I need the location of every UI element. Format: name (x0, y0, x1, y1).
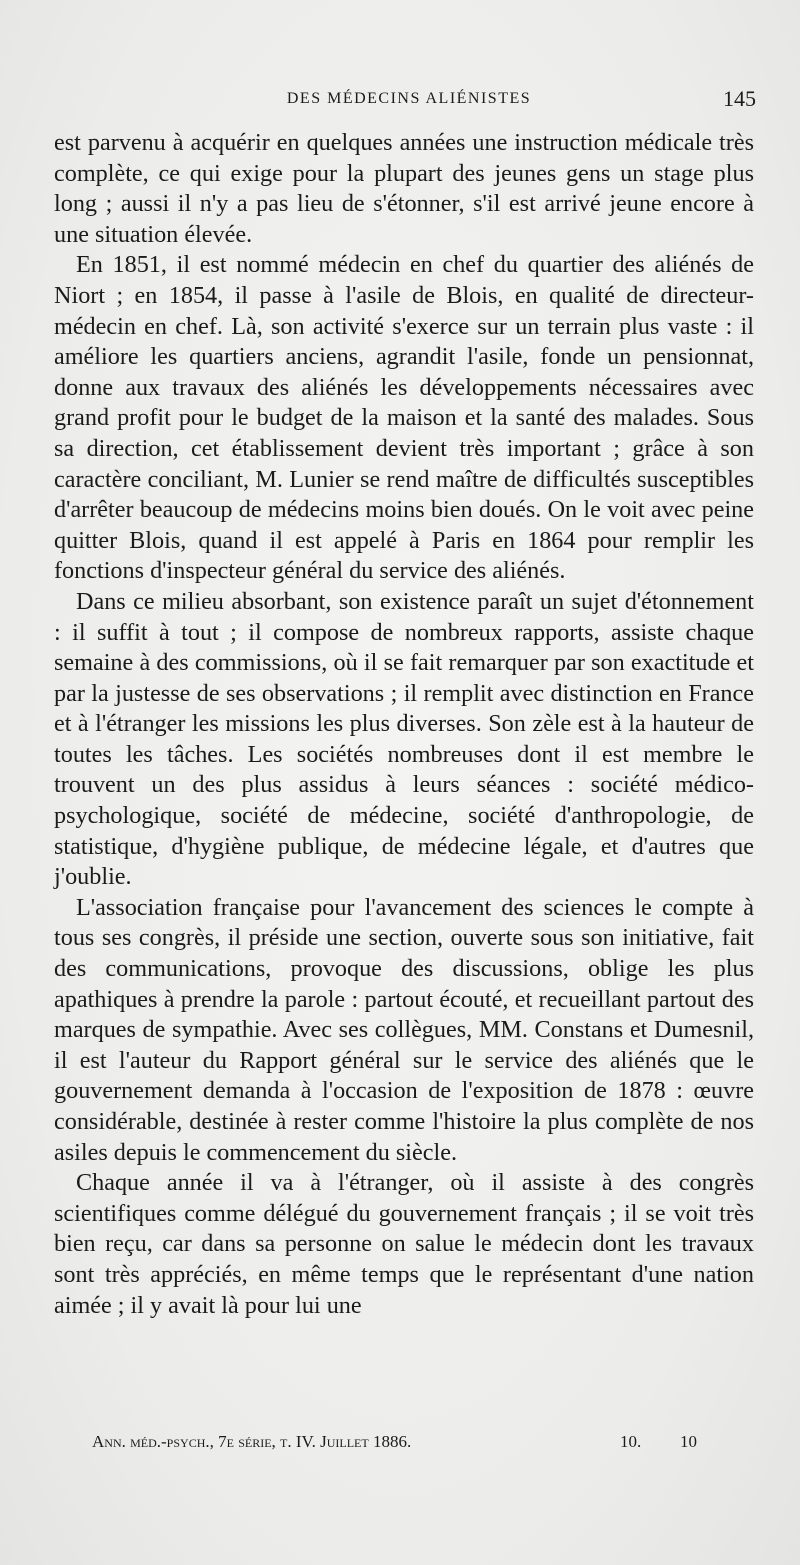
signature-mark-right: 10 (680, 1432, 697, 1451)
page-footer (92, 1432, 732, 1452)
page-number: 145 (723, 86, 756, 111)
running-title: DES MÉDECINS ALIÉNISTES (286, 90, 532, 107)
signature-mark-left: 10. (620, 1432, 642, 1451)
paragraph: Chaque année il va à l'étranger, où il assiste à des congrès scientifiques comme délégué du gouvernement français ; il se voit très bien reçu, car dans sa personne on salue le médecin dont les travaux sont très appréciés, en même temps que le représentant d'une nation aimée ; il y avait là pour lui une (54, 1169, 754, 1319)
paragraph: Dans ce milieu absorbant, son existence paraît un sujet d'étonnement : il suffit à tout ; il compose de nombreux rapports, assiste chaque semaine à des commissions, où il se fait remarquer par son exactitude et par la justesse de ses observations ; il remplit avec distinction en France et à l'étranger les missions les plus diverses. Son zèle est à la hauteur de toutes les tâches. Les sociétés nombreuses dont il est membre le trouvent un des plus assidus à leurs séances : société médico-psychologique, société de médecine, société d'anthropologie, de statistique, d'hygiène publique, de médecine légale, et d'autres que j'oublie. (54, 587, 754, 891)
page-header (54, 86, 764, 116)
journal-citation: Ann. méd.-psych., 7e série, t. IV. Juillet 1886. (92, 1432, 412, 1451)
body-text (54, 128, 754, 1321)
paragraph: L'association française pour l'avancement des sciences le compte à tous ses congrès, il préside une section, ouverte sous son initiative, fait des communications, provoque des discussions, oblige les plus apathiques à prendre la parole : partout écouté, et recueillant partout des marques de sympathie. Avec ses collègues, MM. Constans et Dumesnil, il est l'auteur du Rapport général sur le service des aliénés que le gouvernement demanda à l'occasion de l'exposition de 1878 : œuvre considérable, destinée à rester comme l'histoire la plus complète de nos asiles depuis le commencement du siècle. (54, 893, 754, 1166)
paragraph: En 1851, il est nommé médecin en chef du quartier des aliénés de Niort ; en 1854, il passe à l'asile de Blois, en qualité de directeur-médecin en chef. Là, son activité s'exerce sur un terrain plus vaste : il améliore les quartiers anciens, agrandit l'asile, fonde un pensionnat, donne aux travaux des aliénés les développements nécessaires avec grand profit pour le budget de la maison et la santé des malades. Sous sa direction, cet établissement devient très important ; grâce à son caractère conciliant, M. Lunier se rend maître de difficultés susceptibles d'arrêter beaucoup de médecins moins bien doués. On le voit avec peine quitter Blois, quand il est appelé à Paris en 1864 pour remplir les fonctions d'inspecteur général du service des aliénés. (54, 251, 754, 585)
paragraph: est parvenu à acquérir en quelques années une instruction médicale très complète, ce qui exige pour la plupart des jeunes gens un stage plus long ; aussi il n'y a pas lieu de s'étonner, s'il est arrivé jeune encore à une situation élevée. (54, 129, 754, 248)
